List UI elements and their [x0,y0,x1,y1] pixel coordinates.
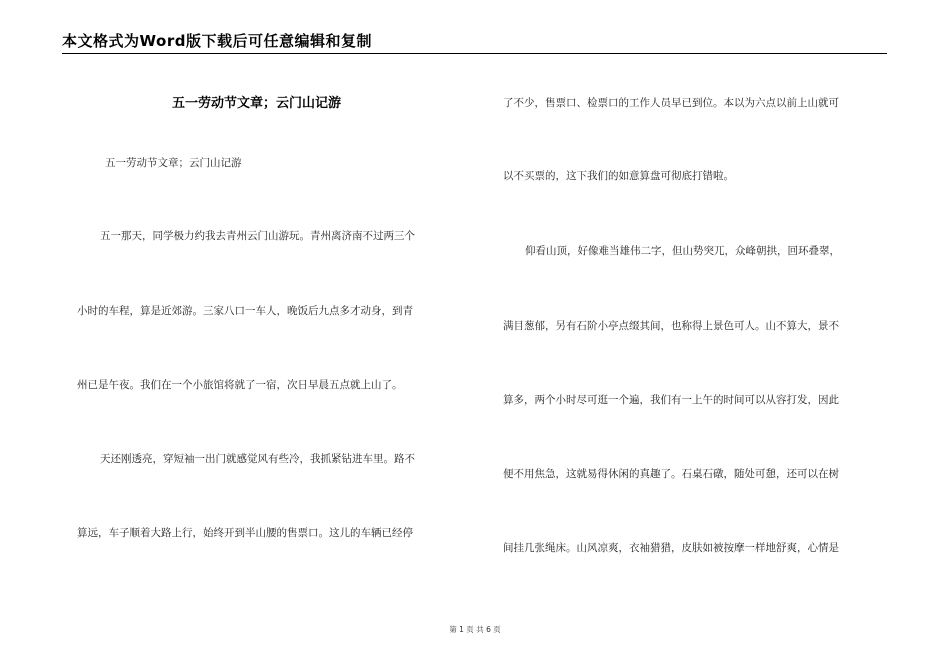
left-line-4: 州已是午夜。我们在一个小旅馆将就了一宿，次日早晨五点就上山了。 [77,379,403,391]
left-line-2: 五一那天，同学极力约我去青州云门山游玩。青州离济南不过两三个 [100,230,415,242]
left-line-1: 五一劳动节文章；云门山记游 [105,157,242,169]
page-footer: 第 1 页 共 6 页 [449,625,501,634]
right-line-1: 了不少，售票口、检票口的工作人员早已到位。本以为六点以前上山就可 [503,97,839,109]
right-line-6: 便不用焦急，这就易得休闲的真趣了。石桌石礅，随处可憩，还可以在树 [503,468,839,480]
header-banner: 本文格式为Word版下载后可任意编辑和复制 [62,32,372,50]
left-line-6: 算远，车子顺着大路上行，始终开到半山腰的售票口。这儿的车辆已经停 [77,527,413,539]
right-line-5: 算多，两个小时尽可逛一个遍，我们有一上午的时间可以从容打发，因此 [503,394,839,406]
left-line-3: 小时的车程，算是近郊游。三家八口一车人，晚饭后九点多才动身，到青 [77,305,413,317]
right-line-7: 间挂几张绳床。山风凉爽，衣袖猎猎，皮肤如被按摩一样地舒爽，心情是 [503,542,839,554]
header-rule [62,53,887,54]
left-line-5: 天还刚透亮，穿短袖一出门就感觉风有些冷，我抓紧钻进车里。路不 [100,453,415,465]
right-line-4: 满目葱郁，另有石阶小亭点缀其间，也称得上景色可人。山不算大，景不 [503,320,839,332]
article-title: 五一劳动节文章；云门山记游 [172,96,342,111]
right-line-2: 以不买票的，这下我们的如意算盘可彻底打错啦。 [503,170,734,182]
right-line-3: 仰看山顶，好像难当雄伟二字，但山势突兀，众峰朝拱，回环叠翠， [525,245,840,257]
